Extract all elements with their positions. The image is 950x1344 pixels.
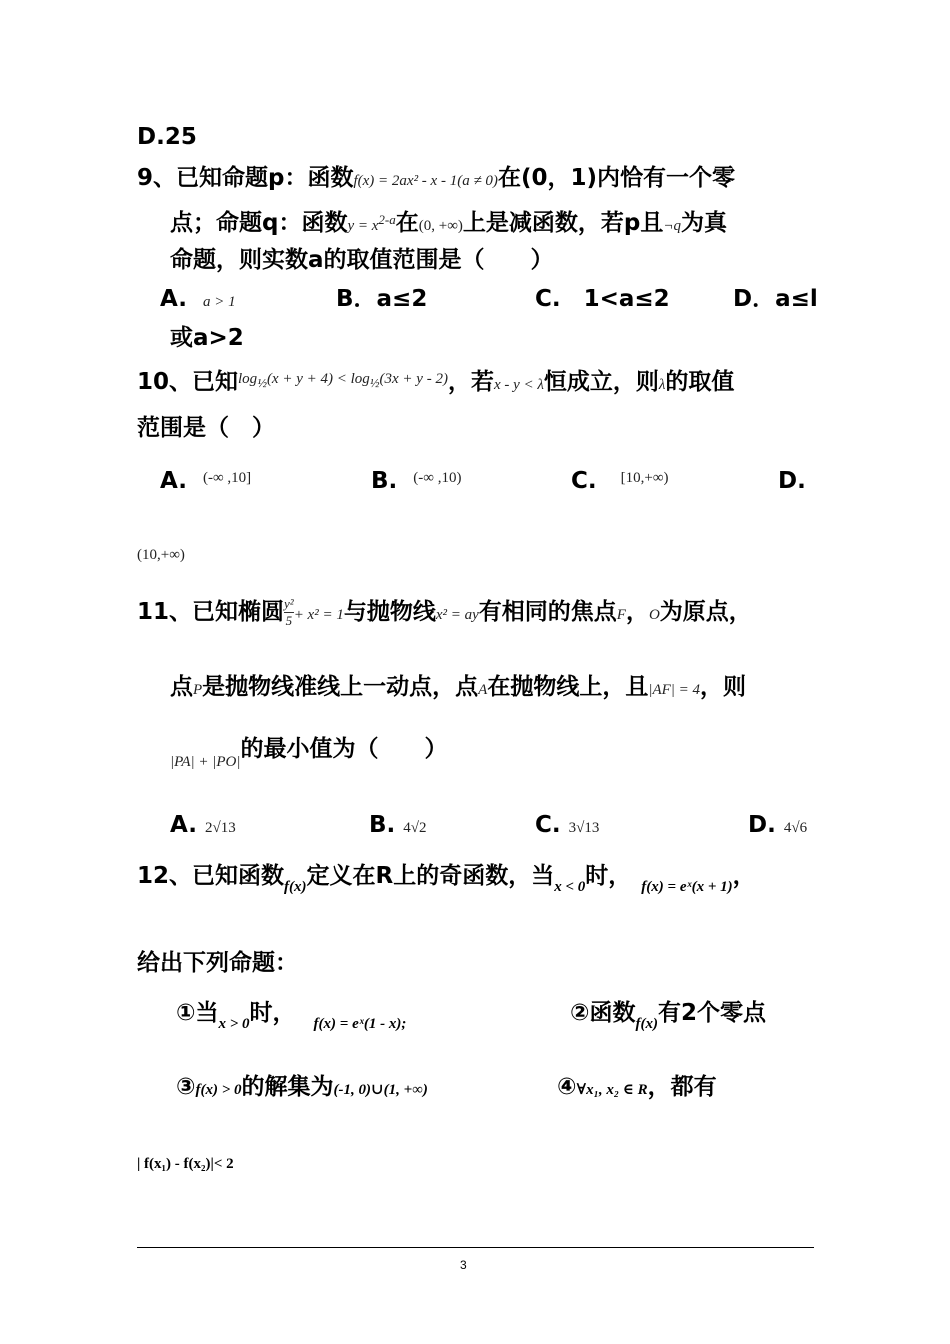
q10-condition: x - y < λ: [493, 377, 544, 393]
q10-line2: 范围是（ ）: [137, 415, 275, 441]
q10-option-c: C. $^{[10,+\infty)}$: [571, 468, 669, 494]
q12-proposition-1: ①当$_{x > 0}$时， $_{f(x) = eˣ(1 - x);}$: [176, 1000, 407, 1032]
q12-proposition-3: ③f(x) > 0的解集为(-1, 0)∪(1, +∞): [176, 1074, 428, 1100]
q9-line3: 命题，则实数a的取值范围是（ ）: [170, 247, 554, 273]
q11-parabola: x² = ay: [435, 607, 479, 623]
page-number: 3: [460, 1258, 467, 1272]
q8-option-d: D.25: [137, 124, 197, 150]
q10-option-a: A. $^{(-\infty ,10]}$: [160, 468, 252, 494]
footer-rule: [137, 1247, 814, 1248]
q12-line1: 12、已知函数$_{f(x)}$定义在R上的奇函数，当$_{x < 0}$时， $_{f(x) = eˣ(x + 1)}$，: [137, 863, 756, 895]
q10-lambda: λ: [658, 377, 666, 393]
q11-option-d: D. 4√6: [748, 812, 808, 838]
q10-option-d-value: (10,+∞): [137, 547, 185, 563]
q11-line1: 11、已知椭圆 $\frac{\text{y²}}{5}$ + x² = 1与抛物线x² = ay有相同的焦点F，O为原点，: [137, 596, 752, 628]
q12-proposition-2: ②函数$_{f(x)}$有2个零点: [570, 1000, 766, 1032]
q11-line3: $_{|PA| + |PO|}$的最小值为（ ）: [170, 736, 448, 770]
q9-formula-f: f(x) = 2ax² - x - 1(a ≠ 0): [353, 173, 498, 189]
q9-text: 在(0，1)内恰有一个零: [497, 165, 735, 191]
q11-option-b: B. 4√2: [369, 812, 427, 838]
q10-line1: 10、已知$^{log_{\frac{1}{2}}(x + y + 4) < log_{\frac{1}{2}}(3x + y - 2)}$，若x - y < λ恒成立，则λ的取值: [137, 369, 735, 395]
q9-option-b: B．a≤2: [336, 286, 428, 312]
q9-interval: (0, +∞): [418, 218, 463, 234]
q9-text: 在: [395, 210, 419, 236]
q12-line2: 给出下列命题：: [137, 950, 298, 976]
q9-option-c: C. 1<a≤2: [535, 286, 670, 312]
q9-not-q: ¬q: [663, 218, 681, 234]
q9-option-a: A. a > 1: [160, 286, 236, 312]
q11-option-c: C. 3√13: [535, 812, 600, 838]
q9-text: 点；命题q：函数: [170, 210, 348, 236]
q10-log-inequality: log½(x + y + 4) < log½(3x + y - 2): [238, 371, 448, 390]
q11-origin-O: O: [648, 607, 660, 623]
q9-option-d-cont: 或a>2: [170, 325, 244, 351]
q10-option-b: B. $^{(-\infty ,10)}$: [371, 468, 462, 494]
q11-focus-F: F: [616, 607, 626, 623]
q9-text: 上是减函数，若p且: [462, 210, 664, 236]
q11-line2: 点P是抛物线准线上一动点，点A在抛物线上，且|AF| = 4，则: [170, 674, 747, 700]
q12-proposition-4-cont: | f(x₁) - f(x₂)|< 2: [137, 1156, 234, 1172]
q12-proposition-4: ④∀x₁, x₂ ∈ R，都有: [557, 1074, 717, 1100]
q11-ellipse: $\frac{\text{y²}}{5}$: [284, 596, 294, 628]
q9-text: 为真: [681, 210, 727, 236]
q9-option-d: D．a≤l: [733, 286, 818, 312]
q9-line1: [137, 163, 735, 196]
q9-line2: [170, 205, 727, 241]
q10-option-d: D.: [778, 468, 806, 494]
q11-option-a: A. 2√13: [170, 812, 236, 838]
q9-formula-y: $y = x^{2-a}$: [347, 212, 396, 234]
q9-text: 9、已知命题p：函数: [137, 165, 354, 191]
